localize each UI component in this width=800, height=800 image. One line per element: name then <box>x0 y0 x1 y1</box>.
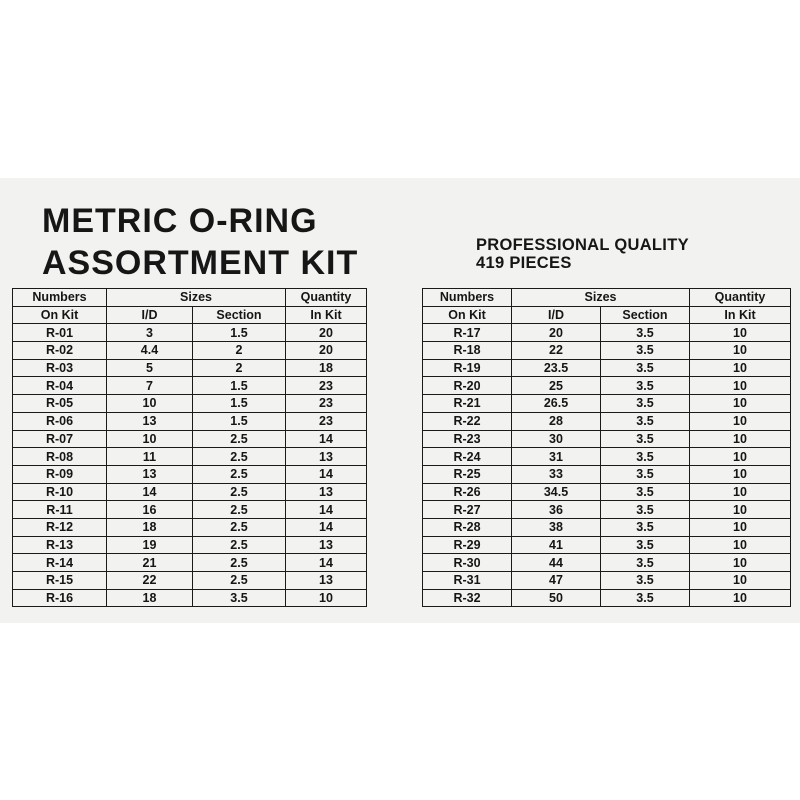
cell-section: 1.5 <box>193 377 286 395</box>
table-row <box>13 518 367 536</box>
cell-section: 3.5 <box>601 465 690 483</box>
header-row-top <box>423 289 791 307</box>
table-row <box>13 395 367 413</box>
cell-section: 3.5 <box>601 536 690 554</box>
cell-number: R-26 <box>423 483 512 501</box>
table-row <box>423 377 791 395</box>
header-numbers: Numbers <box>13 289 107 307</box>
cell-quantity: 14 <box>286 501 367 519</box>
cell-inner-diameter: 22 <box>512 342 601 360</box>
table-row <box>423 395 791 413</box>
table-header <box>13 289 367 324</box>
cell-section: 3.5 <box>601 377 690 395</box>
kit-title-line1: METRIC O-RING <box>42 202 318 240</box>
cell-quantity: 10 <box>690 501 791 519</box>
cell-section: 2.5 <box>193 430 286 448</box>
cell-inner-diameter: 26.5 <box>512 395 601 413</box>
header-id: I/D <box>107 306 193 324</box>
cell-section: 2 <box>193 342 286 360</box>
header-id: I/D <box>512 306 601 324</box>
cell-inner-diameter: 18 <box>107 518 193 536</box>
oring-table-left <box>12 288 367 607</box>
table-row <box>423 572 791 590</box>
table-body <box>13 324 367 607</box>
cell-quantity: 10 <box>690 359 791 377</box>
table-row <box>423 554 791 572</box>
cell-quantity: 10 <box>690 377 791 395</box>
cell-inner-diameter: 23.5 <box>512 359 601 377</box>
table-row <box>423 448 791 466</box>
table-row <box>13 483 367 501</box>
cell-number: R-01 <box>13 324 107 342</box>
cell-quantity: 14 <box>286 465 367 483</box>
cell-number: R-23 <box>423 430 512 448</box>
table-row <box>13 448 367 466</box>
header-row-top <box>13 289 367 307</box>
table-row <box>423 465 791 483</box>
table-body <box>423 324 791 607</box>
cell-section: 2.5 <box>193 465 286 483</box>
cell-number: R-06 <box>13 412 107 430</box>
cell-number: R-11 <box>13 501 107 519</box>
cell-number: R-13 <box>13 536 107 554</box>
cell-inner-diameter: 5 <box>107 359 193 377</box>
cell-section: 3.5 <box>601 483 690 501</box>
cell-section: 3.5 <box>601 359 690 377</box>
cell-section: 1.5 <box>193 324 286 342</box>
cell-quantity: 14 <box>286 430 367 448</box>
cell-quantity: 10 <box>690 465 791 483</box>
cell-section: 2.5 <box>193 448 286 466</box>
cell-number: R-07 <box>13 430 107 448</box>
cell-number: R-04 <box>13 377 107 395</box>
cell-inner-diameter: 33 <box>512 465 601 483</box>
cell-inner-diameter: 3 <box>107 324 193 342</box>
cell-quantity: 10 <box>690 324 791 342</box>
cell-inner-diameter: 13 <box>107 465 193 483</box>
cell-inner-diameter: 11 <box>107 448 193 466</box>
cell-inner-diameter: 10 <box>107 395 193 413</box>
table-row <box>423 589 791 607</box>
cell-quantity: 20 <box>286 342 367 360</box>
cell-section: 3.5 <box>601 518 690 536</box>
cell-quantity: 23 <box>286 412 367 430</box>
table-row <box>423 536 791 554</box>
cell-number: R-12 <box>13 518 107 536</box>
table-row <box>423 342 791 360</box>
header-section: Section <box>601 306 690 324</box>
table-row <box>13 501 367 519</box>
table-row <box>13 572 367 590</box>
cell-number: R-25 <box>423 465 512 483</box>
cell-quantity: 10 <box>690 572 791 590</box>
table-row <box>13 554 367 572</box>
cell-section: 3.5 <box>193 589 286 607</box>
cell-inner-diameter: 19 <box>107 536 193 554</box>
cell-quantity: 10 <box>690 342 791 360</box>
cell-quantity: 20 <box>286 324 367 342</box>
kit-subtitle <box>476 236 689 272</box>
table-row <box>13 430 367 448</box>
cell-number: R-29 <box>423 536 512 554</box>
cell-quantity: 23 <box>286 395 367 413</box>
cell-inner-diameter: 41 <box>512 536 601 554</box>
cell-inner-diameter: 28 <box>512 412 601 430</box>
cell-number: R-30 <box>423 554 512 572</box>
cell-section: 3.5 <box>601 554 690 572</box>
cell-number: R-19 <box>423 359 512 377</box>
table-row <box>13 359 367 377</box>
cell-section: 3.5 <box>601 430 690 448</box>
cell-number: R-05 <box>13 395 107 413</box>
pieces-count-text: 419 PIECES <box>476 254 572 272</box>
header-numbers: Numbers <box>423 289 512 307</box>
cell-quantity: 13 <box>286 572 367 590</box>
cell-quantity: 10 <box>690 412 791 430</box>
header-sizes: Sizes <box>512 289 690 307</box>
cell-number: R-02 <box>13 342 107 360</box>
header-sizes: Sizes <box>107 289 286 307</box>
kit-title <box>42 200 358 284</box>
cell-number: R-22 <box>423 412 512 430</box>
header-on-kit: On Kit <box>13 306 107 324</box>
cell-number: R-10 <box>13 483 107 501</box>
cell-quantity: 10 <box>690 589 791 607</box>
cell-section: 3.5 <box>601 324 690 342</box>
table-row <box>13 465 367 483</box>
cell-inner-diameter: 36 <box>512 501 601 519</box>
cell-number: R-08 <box>13 448 107 466</box>
cell-number: R-03 <box>13 359 107 377</box>
cell-section: 3.5 <box>601 501 690 519</box>
cell-number: R-27 <box>423 501 512 519</box>
cell-inner-diameter: 34.5 <box>512 483 601 501</box>
table-header <box>423 289 791 324</box>
cell-number: R-20 <box>423 377 512 395</box>
cell-number: R-31 <box>423 572 512 590</box>
cell-inner-diameter: 44 <box>512 554 601 572</box>
header-in-kit: In Kit <box>286 306 367 324</box>
header-row-sub <box>423 306 791 324</box>
header-quantity: Quantity <box>286 289 367 307</box>
cell-section: 3.5 <box>601 448 690 466</box>
cell-number: R-18 <box>423 342 512 360</box>
cell-inner-diameter: 30 <box>512 430 601 448</box>
table-row <box>423 412 791 430</box>
cell-section: 1.5 <box>193 395 286 413</box>
cell-section: 3.5 <box>601 572 690 590</box>
cell-section: 2.5 <box>193 501 286 519</box>
cell-quantity: 10 <box>286 589 367 607</box>
cell-inner-diameter: 14 <box>107 483 193 501</box>
cell-inner-diameter: 7 <box>107 377 193 395</box>
cell-number: R-15 <box>13 572 107 590</box>
table-row <box>423 518 791 536</box>
cell-inner-diameter: 47 <box>512 572 601 590</box>
cell-section: 3.5 <box>601 412 690 430</box>
cell-quantity: 10 <box>690 430 791 448</box>
table-row <box>423 359 791 377</box>
cell-inner-diameter: 25 <box>512 377 601 395</box>
cell-number: R-09 <box>13 465 107 483</box>
cell-quantity: 13 <box>286 536 367 554</box>
cell-section: 2.5 <box>193 572 286 590</box>
cell-section: 2.5 <box>193 483 286 501</box>
cell-quantity: 18 <box>286 359 367 377</box>
cell-number: R-17 <box>423 324 512 342</box>
table-row <box>13 324 367 342</box>
cell-inner-diameter: 38 <box>512 518 601 536</box>
cell-quantity: 10 <box>690 483 791 501</box>
cell-inner-diameter: 4.4 <box>107 342 193 360</box>
cell-quantity: 14 <box>286 554 367 572</box>
table-row <box>423 501 791 519</box>
kit-title-line2: ASSORTMENT KIT <box>42 244 359 282</box>
cell-number: R-14 <box>13 554 107 572</box>
header-section: Section <box>193 306 286 324</box>
cell-quantity: 23 <box>286 377 367 395</box>
cell-quantity: 13 <box>286 483 367 501</box>
table-row <box>13 589 367 607</box>
cell-section: 2.5 <box>193 554 286 572</box>
cell-section: 1.5 <box>193 412 286 430</box>
cell-number: R-32 <box>423 589 512 607</box>
cell-section: 2.5 <box>193 518 286 536</box>
table-row <box>13 412 367 430</box>
cell-inner-diameter: 10 <box>107 430 193 448</box>
cell-inner-diameter: 18 <box>107 589 193 607</box>
cell-inner-diameter: 31 <box>512 448 601 466</box>
cell-quantity: 10 <box>690 395 791 413</box>
table-row <box>423 430 791 448</box>
table-row <box>423 324 791 342</box>
cell-quantity: 10 <box>690 536 791 554</box>
cell-number: R-16 <box>13 589 107 607</box>
cell-number: R-21 <box>423 395 512 413</box>
cell-quantity: 13 <box>286 448 367 466</box>
quality-text: PROFESSIONAL QUALITY <box>476 236 689 254</box>
header-in-kit: In Kit <box>690 306 791 324</box>
cell-section: 3.5 <box>601 589 690 607</box>
cell-number: R-28 <box>423 518 512 536</box>
cell-quantity: 14 <box>286 518 367 536</box>
cell-section: 2.5 <box>193 536 286 554</box>
cell-inner-diameter: 16 <box>107 501 193 519</box>
header-quantity: Quantity <box>690 289 791 307</box>
table-row <box>13 377 367 395</box>
cell-inner-diameter: 50 <box>512 589 601 607</box>
table-row <box>13 536 367 554</box>
cell-quantity: 10 <box>690 554 791 572</box>
table-row <box>423 483 791 501</box>
cell-inner-diameter: 20 <box>512 324 601 342</box>
oring-table-right <box>422 288 791 607</box>
header-on-kit: On Kit <box>423 306 512 324</box>
cell-inner-diameter: 21 <box>107 554 193 572</box>
cell-section: 3.5 <box>601 395 690 413</box>
cell-quantity: 10 <box>690 518 791 536</box>
header-row-sub <box>13 306 367 324</box>
table-row <box>13 342 367 360</box>
cell-section: 3.5 <box>601 342 690 360</box>
cell-section: 2 <box>193 359 286 377</box>
cell-inner-diameter: 22 <box>107 572 193 590</box>
cell-number: R-24 <box>423 448 512 466</box>
cell-inner-diameter: 13 <box>107 412 193 430</box>
cell-quantity: 10 <box>690 448 791 466</box>
